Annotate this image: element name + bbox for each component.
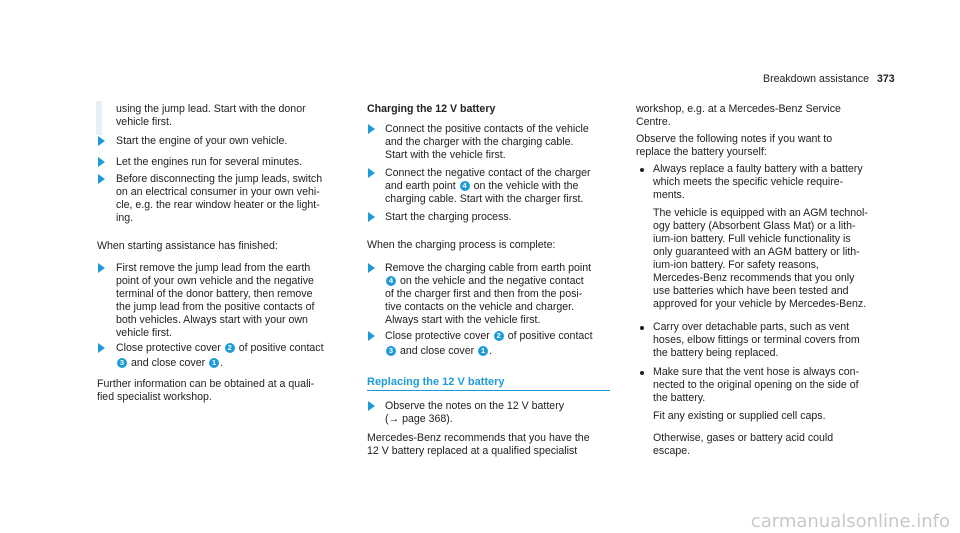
text-line: tive contacts on the vehicle and charger. <box>385 301 575 313</box>
bullet-icon <box>640 326 644 330</box>
text-line: Connect the negative contact of the charger <box>385 167 591 179</box>
text-line: 12 V battery replaced at a qualified specialist <box>367 445 578 457</box>
text-line: cle, e.g. the rear window heater or the light- <box>116 199 320 211</box>
text-line: Carry over detachable parts, such as vent <box>653 321 850 333</box>
text-line: ium-ion battery. For safety reasons, <box>653 259 819 271</box>
text-line: Otherwise, gases or battery acid could <box>653 432 834 444</box>
text-line: Centre. <box>636 116 671 128</box>
text-line: approved for your vehicle by Mercedes-Benz. <box>653 298 867 310</box>
text-fragment: on the vehicle with the <box>473 180 579 192</box>
text-line: which meets the specific vehicle require- <box>653 176 844 188</box>
step-text <box>385 400 564 426</box>
bullet-note <box>653 207 868 311</box>
text-line: the jump lead from the positive contacts of <box>116 301 315 313</box>
step-text <box>385 167 591 206</box>
bullet-text <box>653 321 860 360</box>
intro-text <box>116 103 306 129</box>
text-line: Make sure that the vent hose is always con- <box>653 366 860 378</box>
marker-4-icon: 4 <box>460 181 470 191</box>
text-line: only guaranteed with an AGM battery or lith- <box>653 246 860 258</box>
step-text <box>385 262 591 327</box>
text-line: on an electrical consumer in your own vehi- <box>116 186 320 198</box>
text-line: vehicle first. <box>116 116 172 128</box>
step-text: Close protective cover 2 of positive contact 3 and close cover 1 . <box>385 330 593 357</box>
header-section: Breakdown assistance <box>763 73 869 85</box>
finished-text: When starting assistance has finished: <box>97 240 278 252</box>
step-text: Let the engines run for several minutes. <box>116 156 303 168</box>
text-line: ogy battery (Absorbent Glass Mat) or a lith- <box>653 220 856 232</box>
text-line: escape. <box>653 445 691 457</box>
step-arrow-icon <box>98 136 105 146</box>
text-fragment: on the vehicle and the negative contact <box>399 275 584 287</box>
text-line: both vehicles. Always start with your own <box>116 314 308 326</box>
watermark: carmanualsonline.info <box>750 511 950 532</box>
step-arrow-icon <box>98 263 105 273</box>
section-title: Replacing the 12 V battery <box>367 376 505 388</box>
text-line: ments. <box>653 189 685 201</box>
page-number: 373 <box>877 73 895 85</box>
step-text <box>116 262 314 340</box>
text-line: terminal of the donor battery, then remove <box>116 288 313 300</box>
text-line: hoses, elbow fittings or terminal covers from <box>653 334 860 346</box>
step-arrow-icon <box>368 124 375 134</box>
text-line: Connect the positive contacts of the vehicle <box>385 123 589 135</box>
text-line: charging cable. Start with the charger first. <box>385 193 584 205</box>
text-line: and the charger with the charging cable. <box>385 136 574 148</box>
text-line: point of your own vehicle and the negative <box>116 275 314 287</box>
step-text <box>385 123 589 162</box>
marker-2-icon: 2 <box>225 343 235 353</box>
text-line: nected to the original opening on the side of <box>653 379 859 391</box>
step-text: Start the engine of your own vehicle. <box>116 135 288 147</box>
text-line: ium-ion battery. Full vehicle functionality is <box>653 233 851 245</box>
bullet-icon <box>640 371 644 375</box>
charging-heading: Charging the 12 V battery <box>367 103 496 115</box>
continuation-text <box>636 103 841 129</box>
step-arrow-icon <box>98 174 105 184</box>
step-arrow-icon <box>368 263 375 273</box>
text-line: fied specialist workshop. <box>97 391 212 403</box>
text-fragment: of positive contact <box>507 330 593 342</box>
marker-4-icon: 4 <box>386 276 396 286</box>
bullet-text <box>653 163 863 202</box>
complete-text: When the charging process is complete: <box>367 239 556 251</box>
text-fragment: and earth point <box>385 180 456 192</box>
text-line: Start with the vehicle first. <box>385 149 506 161</box>
further-info <box>97 378 314 404</box>
text-line: the battery. <box>653 392 706 404</box>
text-line: replace the battery yourself: <box>636 146 767 158</box>
page-reference-link[interactable]: (→ page 368). <box>385 413 453 425</box>
text-line: the battery being replaced. <box>653 347 779 359</box>
observe-text <box>636 133 832 159</box>
text-line: First remove the jump lead from the earth <box>116 262 311 274</box>
text-fragment: of positive contact <box>238 342 324 354</box>
recommendation-text <box>367 432 590 458</box>
text-fragment: Close protective cover <box>385 330 490 342</box>
page-header <box>763 73 895 86</box>
text-line: vehicle first. <box>116 327 172 339</box>
text-line: Further information can be obtained at a quali- <box>97 378 315 390</box>
bullet-note <box>653 432 833 458</box>
text-line: Before disconnecting the jump leads, switch <box>116 173 323 185</box>
marker-1-icon: 1 <box>209 358 219 368</box>
text-line: of the charger first and then from the posi- <box>385 288 583 300</box>
text-line: Mercedes-Benz recommends that you have the <box>367 432 590 444</box>
text-fragment: Close protective cover <box>116 342 221 354</box>
section-rule <box>367 390 610 391</box>
marker-1-icon: 1 <box>478 346 488 356</box>
step-arrow-icon <box>368 168 375 178</box>
text-fragment: and close cover <box>130 357 206 369</box>
step-arrow-icon <box>98 157 105 167</box>
text-line: using the jump lead. Start with the donor <box>116 103 306 115</box>
text-line: use batteries which have been tested and <box>653 285 849 297</box>
text-line: Observe the following notes if you want to <box>636 133 833 145</box>
step-arrow-icon <box>368 401 375 411</box>
text-fragment: and close cover <box>399 345 475 357</box>
step-text: Start the charging process. <box>385 211 512 223</box>
text-line: Mercedes-Benz recommends that you only <box>653 272 855 284</box>
text-line: ing. <box>116 212 134 224</box>
step-arrow-icon <box>368 331 375 341</box>
step-text: Close protective cover 2 of positive contact 3 and close cover 1 . <box>116 342 324 369</box>
text-line: Always replace a faulty battery with a battery <box>653 163 863 175</box>
text-line: Remove the charging cable from earth point <box>385 262 592 274</box>
marker-3-icon: 3 <box>117 358 127 368</box>
step-text <box>116 173 322 225</box>
marker-2-icon: 2 <box>494 331 504 341</box>
step-arrow-icon <box>98 343 105 353</box>
text-line: The vehicle is equipped with an AGM technol- <box>653 207 868 219</box>
text-line: Observe the notes on the 12 V battery <box>385 400 565 412</box>
continuation-bar <box>96 101 102 135</box>
bullet-note: Fit any existing or supplied cell caps. <box>653 410 826 422</box>
bullet-text <box>653 366 859 405</box>
bullet-icon <box>640 168 644 172</box>
text-line: workshop, e.g. at a Mercedes-Benz Service <box>636 103 841 115</box>
text-line: Always start with the vehicle first. <box>385 314 541 326</box>
marker-3-icon: 3 <box>386 346 396 356</box>
step-arrow-icon <box>368 212 375 222</box>
